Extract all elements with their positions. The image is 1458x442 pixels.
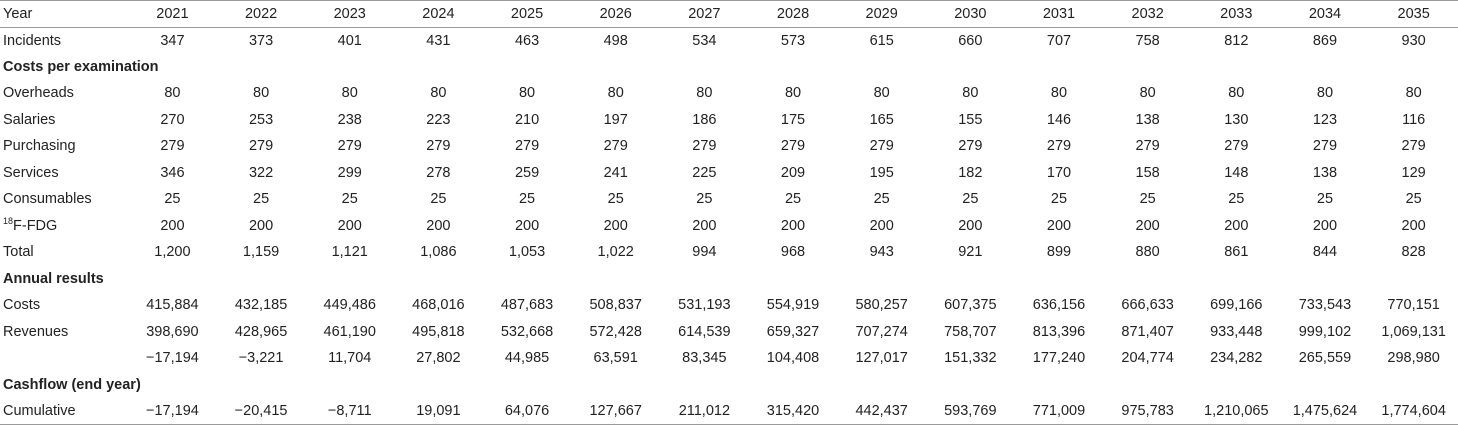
table-cell: 933,448 <box>1210 323 1263 340</box>
table-cell: 80 <box>518 85 536 102</box>
row-label: Costs <box>3 297 41 314</box>
fdg-label: F-FDG <box>13 217 58 234</box>
table-cell: 1,022 <box>597 244 634 261</box>
table-cell: 347 <box>160 32 185 49</box>
year-header-cell: 2031 <box>1015 1 1104 28</box>
table-cell: 155 <box>958 111 983 128</box>
table-cell: 636,156 <box>1032 297 1086 314</box>
table-cell: 279 <box>248 138 274 155</box>
table-cell: 80 <box>253 85 270 102</box>
table-cell: 151,332 <box>944 350 997 367</box>
table-cell: 468,016 <box>412 297 465 314</box>
table-cell: 463 <box>514 32 540 49</box>
table-row-total <box>0 239 1458 266</box>
table-cell: 279 <box>869 138 894 155</box>
table-cell: 1,069,131 <box>1381 323 1446 340</box>
section-heading: Costs per examination <box>3 58 159 75</box>
table-cell: 186 <box>692 111 717 128</box>
table-cell: 80 <box>1405 85 1422 102</box>
section-row-costs-per-examination <box>0 54 1458 81</box>
table-cell: 158 <box>1135 164 1160 181</box>
table-row-incidents <box>0 27 1458 54</box>
table-cell: 758 <box>1135 32 1160 49</box>
table-cell: 127,017 <box>855 350 908 367</box>
table-cell: 195 <box>869 164 894 181</box>
table-cell: 828 <box>1401 244 1426 261</box>
table-cell: 25 <box>253 191 270 208</box>
table-cell: 25 <box>696 191 713 208</box>
table-cell: 659,327 <box>766 323 820 340</box>
table-cell: 968 <box>780 244 806 261</box>
table-cell: 80 <box>962 85 979 102</box>
table-cell: 210 <box>514 111 540 128</box>
table-cell: −17,194 <box>128 398 217 425</box>
table-cell: 265,559 <box>1298 350 1352 367</box>
table-cell: 80 <box>430 85 447 102</box>
table-cell: 83,345 <box>682 350 727 367</box>
year-header-cell: 2028 <box>749 1 838 28</box>
table-cell: 580,257 <box>855 297 908 314</box>
table-cell: 80 <box>1228 85 1245 102</box>
table-cell: 899 <box>1046 244 1072 261</box>
table-cell: 204,774 <box>1121 350 1174 367</box>
table-cell: 1,210,065 <box>1192 398 1281 425</box>
table-cell: 25 <box>607 191 624 208</box>
table-cell: 943 <box>869 244 894 261</box>
table-cell: 25 <box>430 191 447 208</box>
table-cell: 534 <box>692 32 717 49</box>
table-cell: 148 <box>1224 164 1249 181</box>
table-cell: 146 <box>1046 111 1072 128</box>
table-cell: 225 <box>692 164 717 181</box>
section-heading: Cashflow (end year) <box>3 376 141 393</box>
table-cell: 1,475,624 <box>1281 398 1370 425</box>
table-cell: 200 <box>160 217 185 234</box>
table-cell: 279 <box>603 138 628 155</box>
row-label: Purchasing <box>3 138 76 155</box>
table-cell: 572,428 <box>589 323 642 340</box>
table-cell: 200 <box>1312 217 1338 234</box>
table-cell: 253 <box>248 111 274 128</box>
table-cell: 1,121 <box>331 244 368 261</box>
table-cell: 880 <box>1135 244 1160 261</box>
table-cell: 373 <box>248 32 274 49</box>
table-cell: 209 <box>780 164 806 181</box>
table-cell: 11,704 <box>328 350 372 367</box>
table-cell: 200 <box>869 217 894 234</box>
row-label: Consumables <box>3 191 92 208</box>
table-cell: 758,707 <box>944 323 997 340</box>
table-row-costs <box>0 292 1458 319</box>
table-row-purchasing <box>0 133 1458 160</box>
year-header-cell: 2035 <box>1369 1 1458 28</box>
table-cell: 861 <box>1224 244 1249 261</box>
table-cell: 200 <box>337 217 362 234</box>
table-cell: 104,408 <box>766 350 820 367</box>
table-cell: −17,194 <box>146 350 199 367</box>
table-cell: 197 <box>603 111 628 128</box>
table-cell: 170 <box>1046 164 1072 181</box>
table-cell: 699,166 <box>1210 297 1263 314</box>
table-cell: 200 <box>1135 217 1160 234</box>
year-header-cell: 2025 <box>483 1 572 28</box>
year-header-cell: 2023 <box>305 1 394 28</box>
table-cell: 138 <box>1135 111 1160 128</box>
table-cell: 279 <box>1312 138 1338 155</box>
table-cell: 279 <box>1224 138 1249 155</box>
table-cell: 279 <box>1135 138 1160 155</box>
table-cell: 999,102 <box>1298 323 1352 340</box>
table-cell: 25 <box>1139 191 1156 208</box>
table-cell: 279 <box>160 138 185 155</box>
table-cell: −20,415 <box>217 398 306 425</box>
table-cell: 532,668 <box>500 323 554 340</box>
table-cell: 401 <box>337 32 362 49</box>
table-cell: 461,190 <box>323 323 376 340</box>
table-cell: 80 <box>696 85 713 102</box>
table-cell: 869 <box>1312 32 1338 49</box>
table-cell: 200 <box>958 217 983 234</box>
table-cell: 116 <box>1402 111 1426 128</box>
year-header-cell: 2032 <box>1103 1 1192 28</box>
year-header-cell: 2030 <box>926 1 1015 28</box>
table-cell: 415,884 <box>146 297 199 314</box>
table-cell: −3,221 <box>238 350 284 367</box>
table-cell: 25 <box>1050 191 1068 208</box>
table-cell: 346 <box>160 164 185 181</box>
table-cell: 279 <box>958 138 983 155</box>
table-cell: 80 <box>873 85 890 102</box>
table-cell: 975,783 <box>1103 398 1192 425</box>
section-row-annual-results <box>0 266 1458 293</box>
table-cell: 279 <box>337 138 362 155</box>
table-cell: 844 <box>1312 244 1338 261</box>
table-cell: 994 <box>692 244 717 261</box>
row-label: Incidents <box>3 32 62 49</box>
table-cell: 442,437 <box>837 398 926 425</box>
table-cell: 930 <box>1401 32 1426 49</box>
table-cell: 123 <box>1312 111 1338 128</box>
table-cell: 1,774,604 <box>1369 398 1458 425</box>
table-cell: 279 <box>1401 138 1426 155</box>
table-cell: 315,420 <box>749 398 838 425</box>
table-cell: 200 <box>780 217 806 234</box>
table-cell: 200 <box>426 217 451 234</box>
table-cell: 707,274 <box>855 323 908 340</box>
row-label: Revenues <box>3 323 69 340</box>
section-row-cashflow <box>0 372 1458 399</box>
table-row-salaries <box>0 107 1458 134</box>
row-label <box>0 345 128 372</box>
table-cell: 615 <box>869 32 894 49</box>
table-cell: 573 <box>780 32 806 49</box>
table-row-fdg <box>0 213 1458 240</box>
table-cell: 1,200 <box>154 244 191 261</box>
table-cell: 25 <box>341 191 358 208</box>
table-cell: 279 <box>780 138 806 155</box>
year-header-cell: 2034 <box>1281 1 1370 28</box>
row-label: Total <box>3 244 34 261</box>
table-cell: 278 <box>426 164 451 181</box>
table-cell: 771,009 <box>1015 398 1104 425</box>
table-cell: 25 <box>873 191 890 208</box>
table-row-services <box>0 160 1458 187</box>
table-cell: 279 <box>1046 138 1072 155</box>
table-cell: 127,667 <box>571 398 660 425</box>
row-label <box>0 213 128 240</box>
table-cell: 234,282 <box>1210 350 1263 367</box>
year-header-cell: 2026 <box>571 1 660 28</box>
table-cell: 299 <box>337 164 362 181</box>
table-cell: 200 <box>1401 217 1426 234</box>
table-cell: 80 <box>1050 85 1068 102</box>
table-cell: 25 <box>962 191 979 208</box>
table-cell: 921 <box>958 244 983 261</box>
table-cell: 707 <box>1046 32 1072 49</box>
header-row <box>0 1 1458 28</box>
table-cell: 1,159 <box>242 244 280 261</box>
table-cell: 80 <box>607 85 624 102</box>
row-label: Overheads <box>3 85 74 102</box>
table-cell: 279 <box>514 138 540 155</box>
table-cell: 44,985 <box>504 350 550 367</box>
table-cell: 80 <box>1139 85 1156 102</box>
isotope-superscript: 18 <box>3 215 14 226</box>
table-cell: 80 <box>784 85 802 102</box>
table-cell: 200 <box>514 217 540 234</box>
table-cell: 487,683 <box>500 297 554 314</box>
table-cell: 25 <box>1405 191 1422 208</box>
section-heading: Annual results <box>3 270 104 287</box>
table-cell: 298,980 <box>1387 350 1440 367</box>
table-cell: 241 <box>603 164 628 181</box>
row-label: Year <box>0 1 128 28</box>
table-cell: 593,769 <box>926 398 1015 425</box>
table-cell: 182 <box>958 164 983 181</box>
year-header-cell: 2022 <box>217 1 306 28</box>
row-label: Cumulative <box>0 398 128 425</box>
table-cell: 495,818 <box>412 323 465 340</box>
table-cell: 322 <box>248 164 274 181</box>
row-label: Salaries <box>3 111 56 128</box>
year-header-cell: 2027 <box>660 1 749 28</box>
table-cell: −8,711 <box>305 398 394 425</box>
table-cell: 80 <box>341 85 358 102</box>
table-cell: 25 <box>518 191 536 208</box>
table-cell: 25 <box>784 191 802 208</box>
table-cell: 614,539 <box>678 323 731 340</box>
table-cell: 80 <box>1316 85 1334 102</box>
table-cell: 238 <box>337 111 362 128</box>
table-cell: 449,486 <box>323 297 376 314</box>
table-cell: 1,053 <box>508 244 546 261</box>
table-cell: 770,151 <box>1387 297 1440 314</box>
table-cell: 80 <box>164 85 181 102</box>
table-cell: 259 <box>514 164 540 181</box>
table-cell: 508,837 <box>589 297 642 314</box>
table-cell: 27,802 <box>416 350 461 367</box>
table-cell: 607,375 <box>944 297 997 314</box>
table-cell: 428,965 <box>234 323 288 340</box>
table-cell: 432,185 <box>234 297 288 314</box>
table-cell: 270 <box>160 111 185 128</box>
year-header-cell: 2021 <box>128 1 217 28</box>
table-cell: 279 <box>426 138 451 155</box>
table-cell: 813,396 <box>1032 323 1086 340</box>
table-cell: 200 <box>603 217 628 234</box>
table-cell: 25 <box>1228 191 1245 208</box>
table-cell: 25 <box>164 191 181 208</box>
table-cell: 223 <box>426 111 451 128</box>
table-cell: 498 <box>603 32 628 49</box>
table-cell: 554,919 <box>766 297 820 314</box>
table-cell: 200 <box>692 217 717 234</box>
table-cell: 871,407 <box>1121 323 1174 340</box>
table-cell: 200 <box>248 217 274 234</box>
table-cell: 431 <box>426 32 451 49</box>
table-cell: 165 <box>869 111 894 128</box>
table-cell: 25 <box>1316 191 1334 208</box>
table-cell: 211,012 <box>660 398 749 425</box>
table-cell: 129 <box>1401 164 1426 181</box>
year-header-cell: 2033 <box>1192 1 1281 28</box>
table-cell: 666,633 <box>1121 297 1174 314</box>
table-cell: 279 <box>692 138 717 155</box>
table-cell: 200 <box>1224 217 1249 234</box>
table-cell: 812 <box>1224 32 1249 49</box>
table-row-overheads <box>0 80 1458 107</box>
table-cell: 64,076 <box>483 398 572 425</box>
row-label: Services <box>3 164 59 181</box>
table-row-net-result <box>0 345 1458 372</box>
table-cell: 130 <box>1224 111 1249 128</box>
year-header-cell: 2024 <box>394 1 483 28</box>
table-cell: 733,543 <box>1298 297 1352 314</box>
year-header-cell: 2029 <box>837 1 926 28</box>
table-row-revenues <box>0 319 1458 346</box>
table-cell: 531,193 <box>678 297 731 314</box>
table-cell: 1,086 <box>420 244 457 261</box>
table-cell: 398,690 <box>146 323 199 340</box>
table-cell: 175 <box>780 111 806 128</box>
table-row-consumables <box>0 186 1458 213</box>
table-cell: 177,240 <box>1032 350 1086 367</box>
table-row-cumulative <box>0 398 1458 425</box>
table-cell: 19,091 <box>394 398 483 425</box>
table-cell: 660 <box>958 32 983 49</box>
table-cell: 138 <box>1312 164 1338 181</box>
table-cell: 63,591 <box>593 350 638 367</box>
table-cell: 200 <box>1046 217 1072 234</box>
